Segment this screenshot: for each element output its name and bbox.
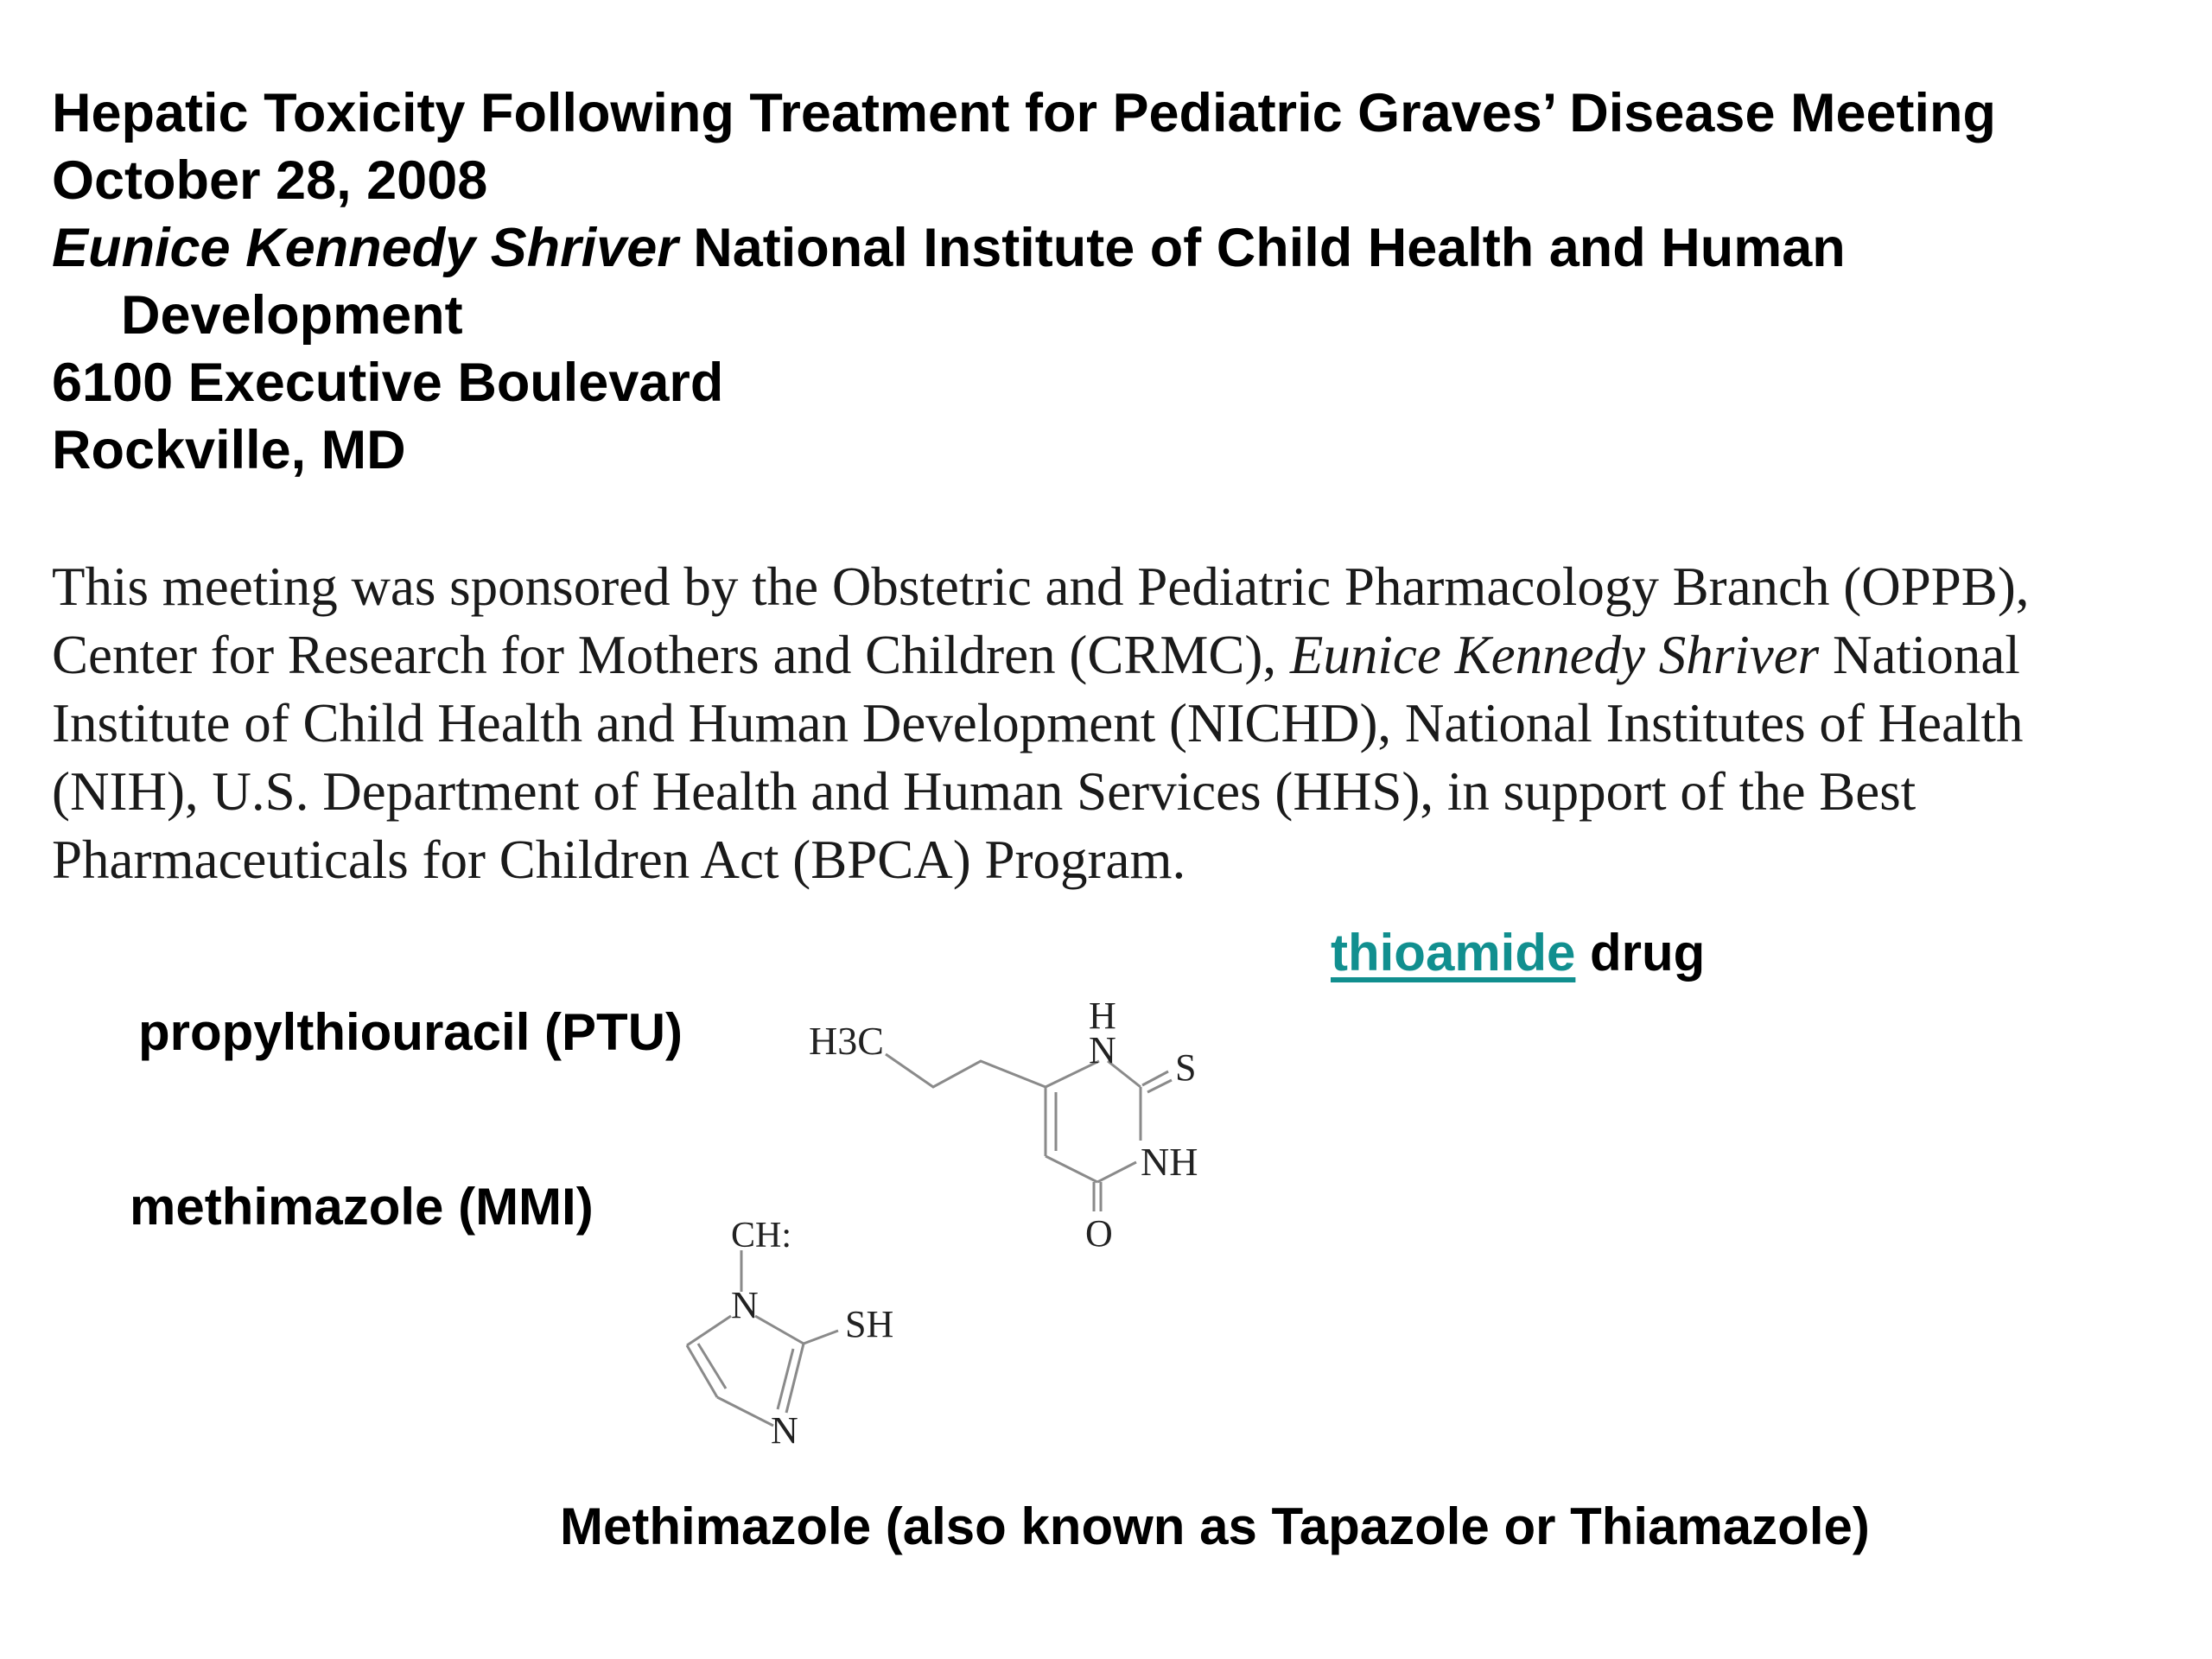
sponsor-line-2-italic: Eunice Kennedy Shriver bbox=[1289, 625, 1820, 685]
mmi-atom-sh: SH bbox=[845, 1303, 894, 1345]
sponsor-paragraph bbox=[52, 553, 2177, 894]
mmi-structure bbox=[665, 1205, 942, 1456]
mmi-bond-n1-c2 bbox=[755, 1316, 804, 1344]
mmi-atom-n3: N bbox=[771, 1409, 798, 1452]
ptu-atom-n1: N bbox=[1089, 1029, 1116, 1071]
sponsor-line-3: Institute of Child Health and Human Development (NICHD), National Institutes of Health bbox=[52, 693, 2024, 753]
ptu-bond-c4-c5 bbox=[1046, 1156, 1097, 1182]
address-city: Rockville, MD bbox=[52, 420, 406, 480]
mmi-bond-n3-c4 bbox=[717, 1397, 773, 1426]
mmi-bond-c4-c5 bbox=[687, 1345, 717, 1397]
meeting-title: Hepatic Toxicity Following Treatment for Pediatric Graves’ Disease Meeting bbox=[52, 83, 1997, 143]
thioamide-link[interactable]: thioamide bbox=[1331, 924, 1576, 982]
thioamide-suffix: drug bbox=[1575, 924, 1706, 982]
sponsor-line-1: This meeting was sponsored by the Obstetric and Pediatric Pharmacology Branch (OPPB), bbox=[52, 556, 2030, 617]
address-street: 6100 Executive Boulevard bbox=[52, 353, 724, 413]
mmi-atom-n1: N bbox=[731, 1284, 759, 1326]
sponsor-line-2 bbox=[52, 621, 2177, 690]
ptu-propyl-chain bbox=[886, 1054, 1046, 1087]
sponsor-line-2-b: National bbox=[1819, 625, 2020, 685]
mmi-label: methimazole (MMI) bbox=[130, 1178, 594, 1236]
ptu-atom-methyl: H3C bbox=[809, 1019, 884, 1063]
institute-name-rest: National Institute of Child Health and Human bbox=[677, 218, 1846, 278]
mmi-bond-c2-n3 bbox=[786, 1344, 804, 1413]
methimazole-caption: Methimazole (also known as Tapazole or Thiamazole) bbox=[560, 1497, 1870, 1555]
ptu-atom-nh: NH bbox=[1141, 1140, 1198, 1184]
ptu-atom-sulfur: S bbox=[1175, 1046, 1197, 1089]
sponsor-line-4: (NIH), U.S. Department of Health and Human Services (HHS), in support of the Best bbox=[52, 761, 1916, 822]
sponsor-line-2-a: Center for Research for Mothers and Children (CRMC), bbox=[52, 625, 1290, 685]
meeting-date: October 28, 2008 bbox=[52, 150, 488, 211]
mmi-bond-c2-sh bbox=[804, 1331, 838, 1344]
thioamide-drug-label bbox=[1331, 923, 1705, 982]
ptu-label: propylthiouracil (PTU) bbox=[138, 1003, 683, 1061]
mmi-bond-c5-n1 bbox=[687, 1316, 731, 1345]
institute-name-italic: Eunice Kennedy Shriver bbox=[52, 218, 678, 278]
ptu-atom-n-hydrogen: H bbox=[1089, 995, 1116, 1037]
meeting-header bbox=[52, 79, 2177, 484]
ptu-bond-n3-c4 bbox=[1097, 1162, 1136, 1182]
ptu-atom-oxygen: O bbox=[1085, 1212, 1113, 1255]
institute-name bbox=[52, 214, 2177, 282]
sponsor-line-5: Pharmaceuticals for Children Act (BPCA) Program. bbox=[52, 830, 1186, 890]
mmi-bond-c2-n3-double bbox=[778, 1349, 793, 1409]
institute-name-continued: Development bbox=[121, 285, 463, 346]
mmi-atom-methyl: CH: bbox=[731, 1216, 792, 1255]
mmi-bond-c4-c5-double bbox=[698, 1344, 726, 1389]
